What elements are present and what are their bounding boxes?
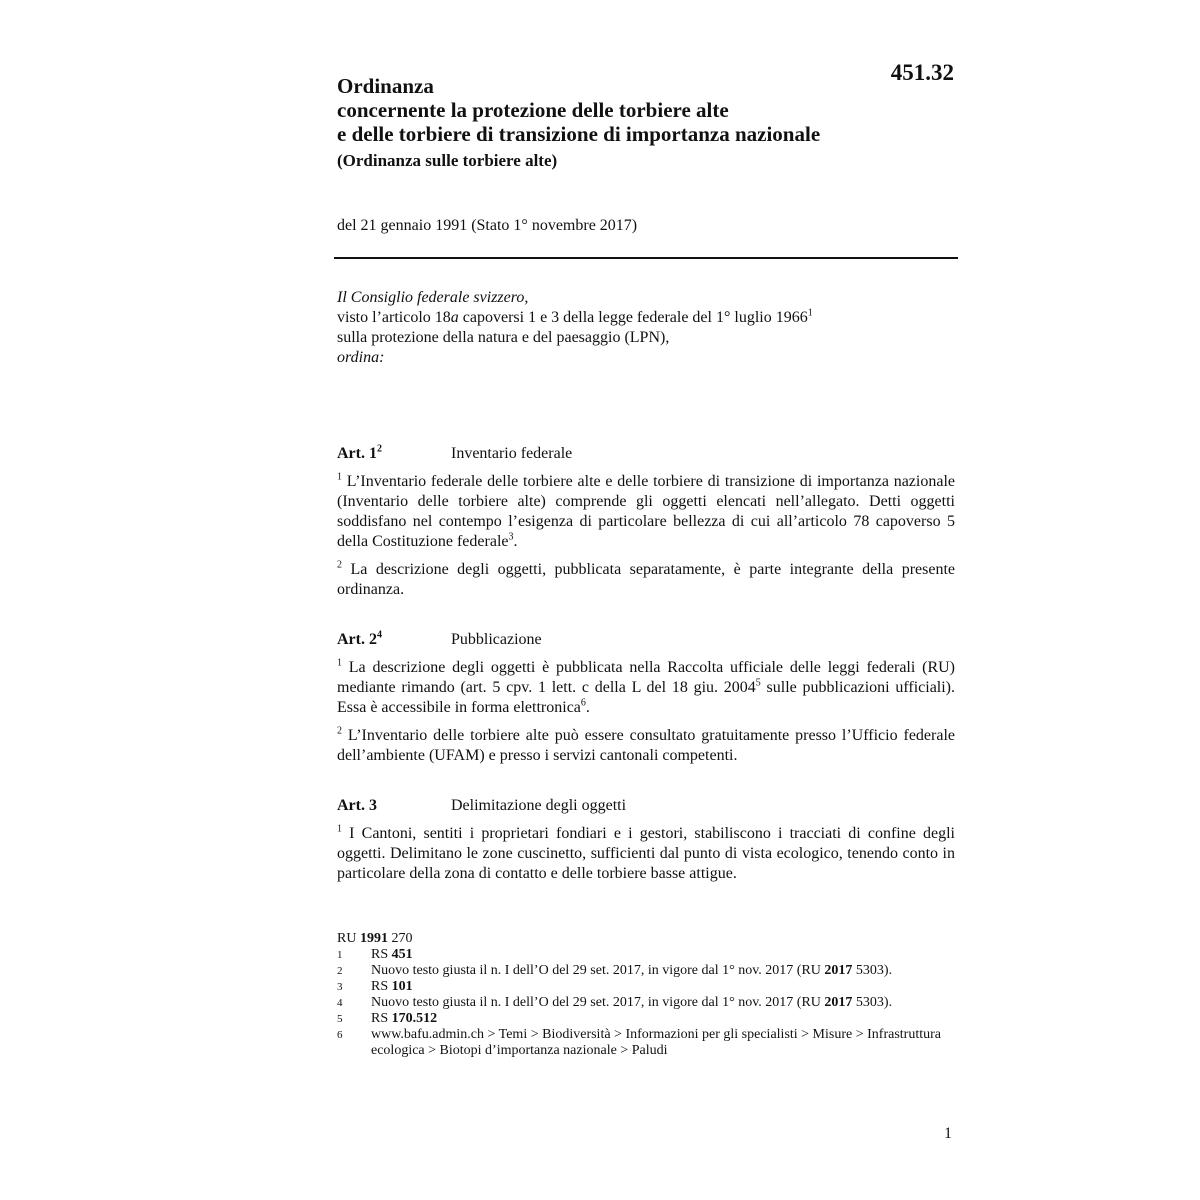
paragraph-number: 2 xyxy=(337,559,342,571)
footnote xyxy=(337,947,957,963)
article-2 xyxy=(337,630,955,766)
paragraph-end: . xyxy=(513,533,518,550)
footnote-ref[interactable]: 3 xyxy=(508,531,514,543)
preamble-authority: Il Consiglio federale svizzero, xyxy=(337,289,529,306)
article-number: Art. 3 xyxy=(337,797,377,814)
article-number xyxy=(337,630,382,650)
basis-italic: a xyxy=(450,309,459,326)
paragraph-number: 1 xyxy=(337,657,342,669)
preamble-decree: ordina: xyxy=(337,349,385,366)
rs-number: 451.32 xyxy=(890,60,954,85)
paragraph xyxy=(337,472,955,552)
article-number xyxy=(337,444,382,464)
paragraph-text: L’Inventario federale delle torbiere alte e delle torbiere di transizione di importanza nazionale (Inventario delle torbiere alte) comprende gli oggetti elencati nell’allegato. Detti oggetti soddisfano nel contempo l’esigenza di particolare bellezza di cui all’articolo 78 capoverso 5 della Costituzione federale xyxy=(337,473,955,550)
paragraph-text: L’Inventario delle torbiere alte può essere consultato gratuitamente presso l’Ufficio federale dell’ambiente (UFAM) e presso i servizi cantonali competenti. xyxy=(337,727,955,764)
footnote-ref[interactable]: 5 xyxy=(755,677,761,689)
article-heading xyxy=(337,630,955,652)
short-title: (Ordinanza sulle torbiere alte) xyxy=(337,151,558,170)
preamble-basis-line2: sulla protezione della natura e del paesaggio (LPN), xyxy=(337,329,670,346)
basis-text-2: capoversi 1 e 3 della legge federale del 1° luglio 1966 xyxy=(458,309,808,326)
paragraph xyxy=(337,560,955,600)
paragraph xyxy=(337,726,955,766)
article-heading xyxy=(337,796,955,818)
footnote-bold: 451 xyxy=(391,947,413,962)
footnote xyxy=(337,979,957,995)
title-line-1: Ordinanza xyxy=(337,74,434,98)
article-number-text: Art. 2 xyxy=(337,631,377,648)
footnote xyxy=(337,1011,957,1027)
title-line-3: e delle torbiere di transizione di importanza nazionale xyxy=(337,122,821,146)
footnote-bold: 2017 xyxy=(824,995,853,1010)
paragraph xyxy=(337,658,955,718)
article-1 xyxy=(337,444,955,600)
footnote-bold: 101 xyxy=(391,979,413,994)
basis-text: visto l’articolo 18 xyxy=(337,309,451,326)
footnote xyxy=(337,963,957,979)
footnote-number: 3 xyxy=(337,981,343,993)
article-title: Delimitazione degli oggetti xyxy=(451,797,627,814)
ru-text: RU xyxy=(337,931,360,946)
paragraph-number: 2 xyxy=(337,725,342,737)
article-3 xyxy=(337,796,955,884)
article-title: Pubblicazione xyxy=(451,631,542,648)
paragraph-text: La descrizione degli oggetti è pubblicata nella Raccolta ufficiale delle leggi federali (RU) mediante rimando (art. 5 cpv. 1 lett. c della L del 18 giu. 2004 xyxy=(337,659,955,696)
footnote-link[interactable]: www.bafu.admin.ch > Temi > Biodiversità > Informazioni per gli specialisti > Misure > Infrastruttura ecologica > Biotopi d’importanza nazionale > Paludi xyxy=(371,1027,941,1058)
document-title xyxy=(337,74,897,174)
footnote-text-2: 5303). xyxy=(852,963,893,978)
ru-reference xyxy=(337,931,957,947)
footnote-number: 6 xyxy=(337,1029,343,1041)
footnote xyxy=(337,1027,957,1059)
preamble-basis xyxy=(337,308,957,328)
footnote-ref[interactable]: 6 xyxy=(580,697,586,709)
ru-page: 270 xyxy=(387,931,413,946)
paragraph xyxy=(337,824,955,884)
title-line-2: concernente la protezione delle torbiere alte xyxy=(337,98,729,122)
preamble xyxy=(337,288,957,368)
footnote-number: 4 xyxy=(337,997,343,1009)
footnote-ref[interactable]: 4 xyxy=(376,629,382,641)
footnote-number: 5 xyxy=(337,1013,343,1025)
footnote-bold: 170.512 xyxy=(391,1011,438,1026)
paragraph-end: . xyxy=(585,699,590,716)
article-title: Inventario federale xyxy=(451,445,573,462)
footnote-text: RS xyxy=(371,979,392,994)
ru-year: 1991 xyxy=(359,931,388,946)
page-number: 1 xyxy=(944,1125,952,1142)
footnote-number: 2 xyxy=(337,965,343,977)
footnote-ref[interactable]: 2 xyxy=(376,443,382,455)
footnote-text: RS xyxy=(371,947,392,962)
paragraph-number: 1 xyxy=(337,823,342,835)
document-date: del 21 gennaio 1991 (Stato 1° novembre 2017) xyxy=(337,217,638,234)
footnote-text: RS xyxy=(371,1011,392,1026)
paragraph-number: 1 xyxy=(337,471,342,483)
paragraph-text: I Cantoni, sentiti i proprietari fondiari e i gestori, stabiliscono i tracciati di confine degli oggetti. Delimitano le zone cuscinetto, sufficienti dal punto di vista ecologico, tenendo conto in particolare della zona di contatto e delle torbiere basse attigue. xyxy=(337,825,955,882)
footnotes xyxy=(337,931,957,1059)
footnote-text: Nuovo testo giusta il n. I dell’O del 29 set. 2017, in vigore dal 1° nov. 2017 (RU xyxy=(371,963,825,978)
paragraph-text-2: sulle pubblicazioni ufficiali). Essa è accessibile in forma elettronica xyxy=(337,679,956,716)
footnote-bold: 2017 xyxy=(824,963,853,978)
footnote-text-2: 5303). xyxy=(852,995,893,1010)
footnote xyxy=(337,995,957,1011)
footnote-ref[interactable]: 1 xyxy=(807,307,813,319)
footnote-text: Nuovo testo giusta il n. I dell’O del 29 set. 2017, in vigore dal 1° nov. 2017 (RU xyxy=(371,995,825,1010)
article-heading xyxy=(337,444,955,466)
footnote-number: 1 xyxy=(337,949,343,961)
paragraph-text: La descrizione degli oggetti, pubblicata separatamente, è parte integrante della presente ordinanza. xyxy=(337,561,955,598)
article-number-text: Art. 1 xyxy=(337,445,377,462)
header-divider xyxy=(334,257,958,259)
